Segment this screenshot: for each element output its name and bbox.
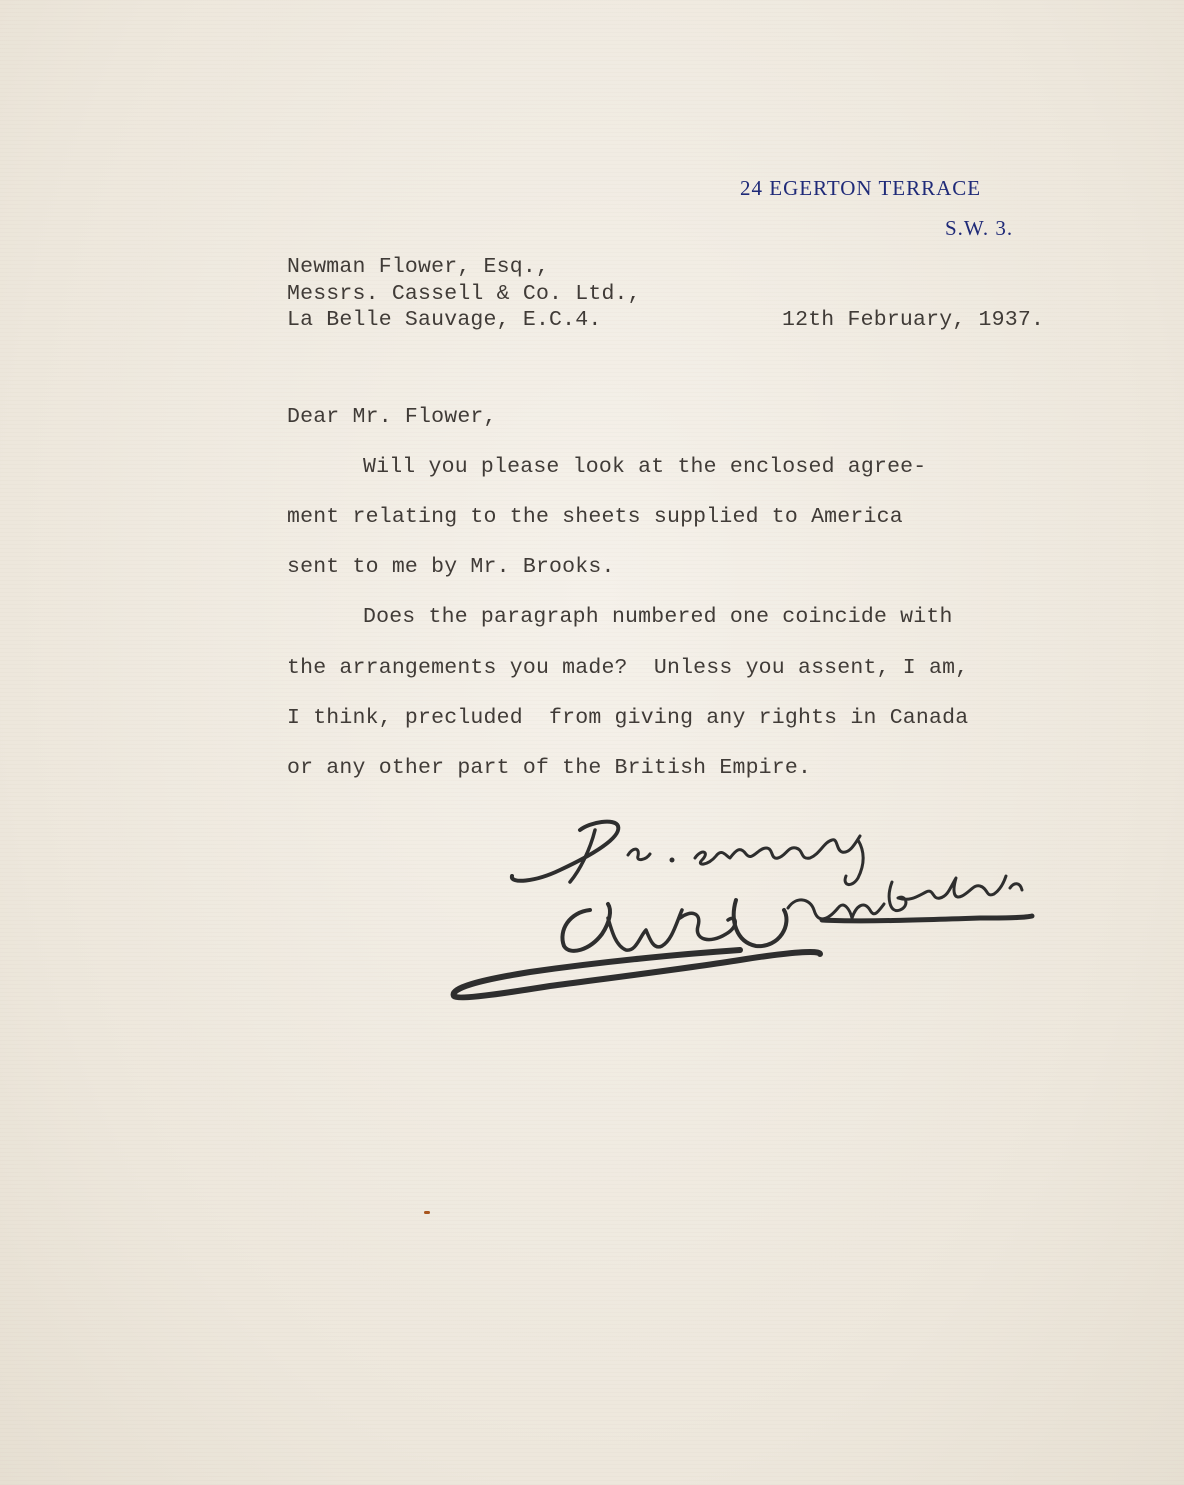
- letterhead-district: S.W. 3.: [945, 216, 1014, 240]
- body-paragraph-1-line: Will you please look at the enclosed agree-: [363, 455, 927, 479]
- body-paragraph-2-line: or any other part of the British Empire.: [287, 756, 812, 780]
- body-paragraph-1-line: sent to me by Mr. Brooks.: [287, 555, 615, 579]
- salutation: Dear Mr. Flower,: [287, 405, 497, 429]
- paper-speck: [424, 1211, 430, 1214]
- recipient-line-3: La Belle Sauvage, E.C.4.: [287, 308, 602, 332]
- letterhead-street: 24 EGERTON TERRACE: [740, 176, 982, 200]
- recipient-line-2: Messrs. Cassell & Co. Ltd.,: [287, 282, 641, 306]
- body-paragraph-1-line: ment relating to the sheets supplied to America: [287, 505, 903, 529]
- handwritten-signature: [440, 800, 1120, 1020]
- letter-date: 12th February, 1937.: [782, 308, 1045, 332]
- body-paragraph-2-line: Does the paragraph numbered one coincide with: [363, 605, 953, 629]
- recipient-line-1: Newman Flower, Esq.,: [287, 255, 550, 279]
- body-paragraph-2-line: the arrangements you made? Unless you assent, I am,: [287, 656, 969, 680]
- body-paragraph-2-line: I think, precluded from giving any rights in Canada: [287, 706, 969, 730]
